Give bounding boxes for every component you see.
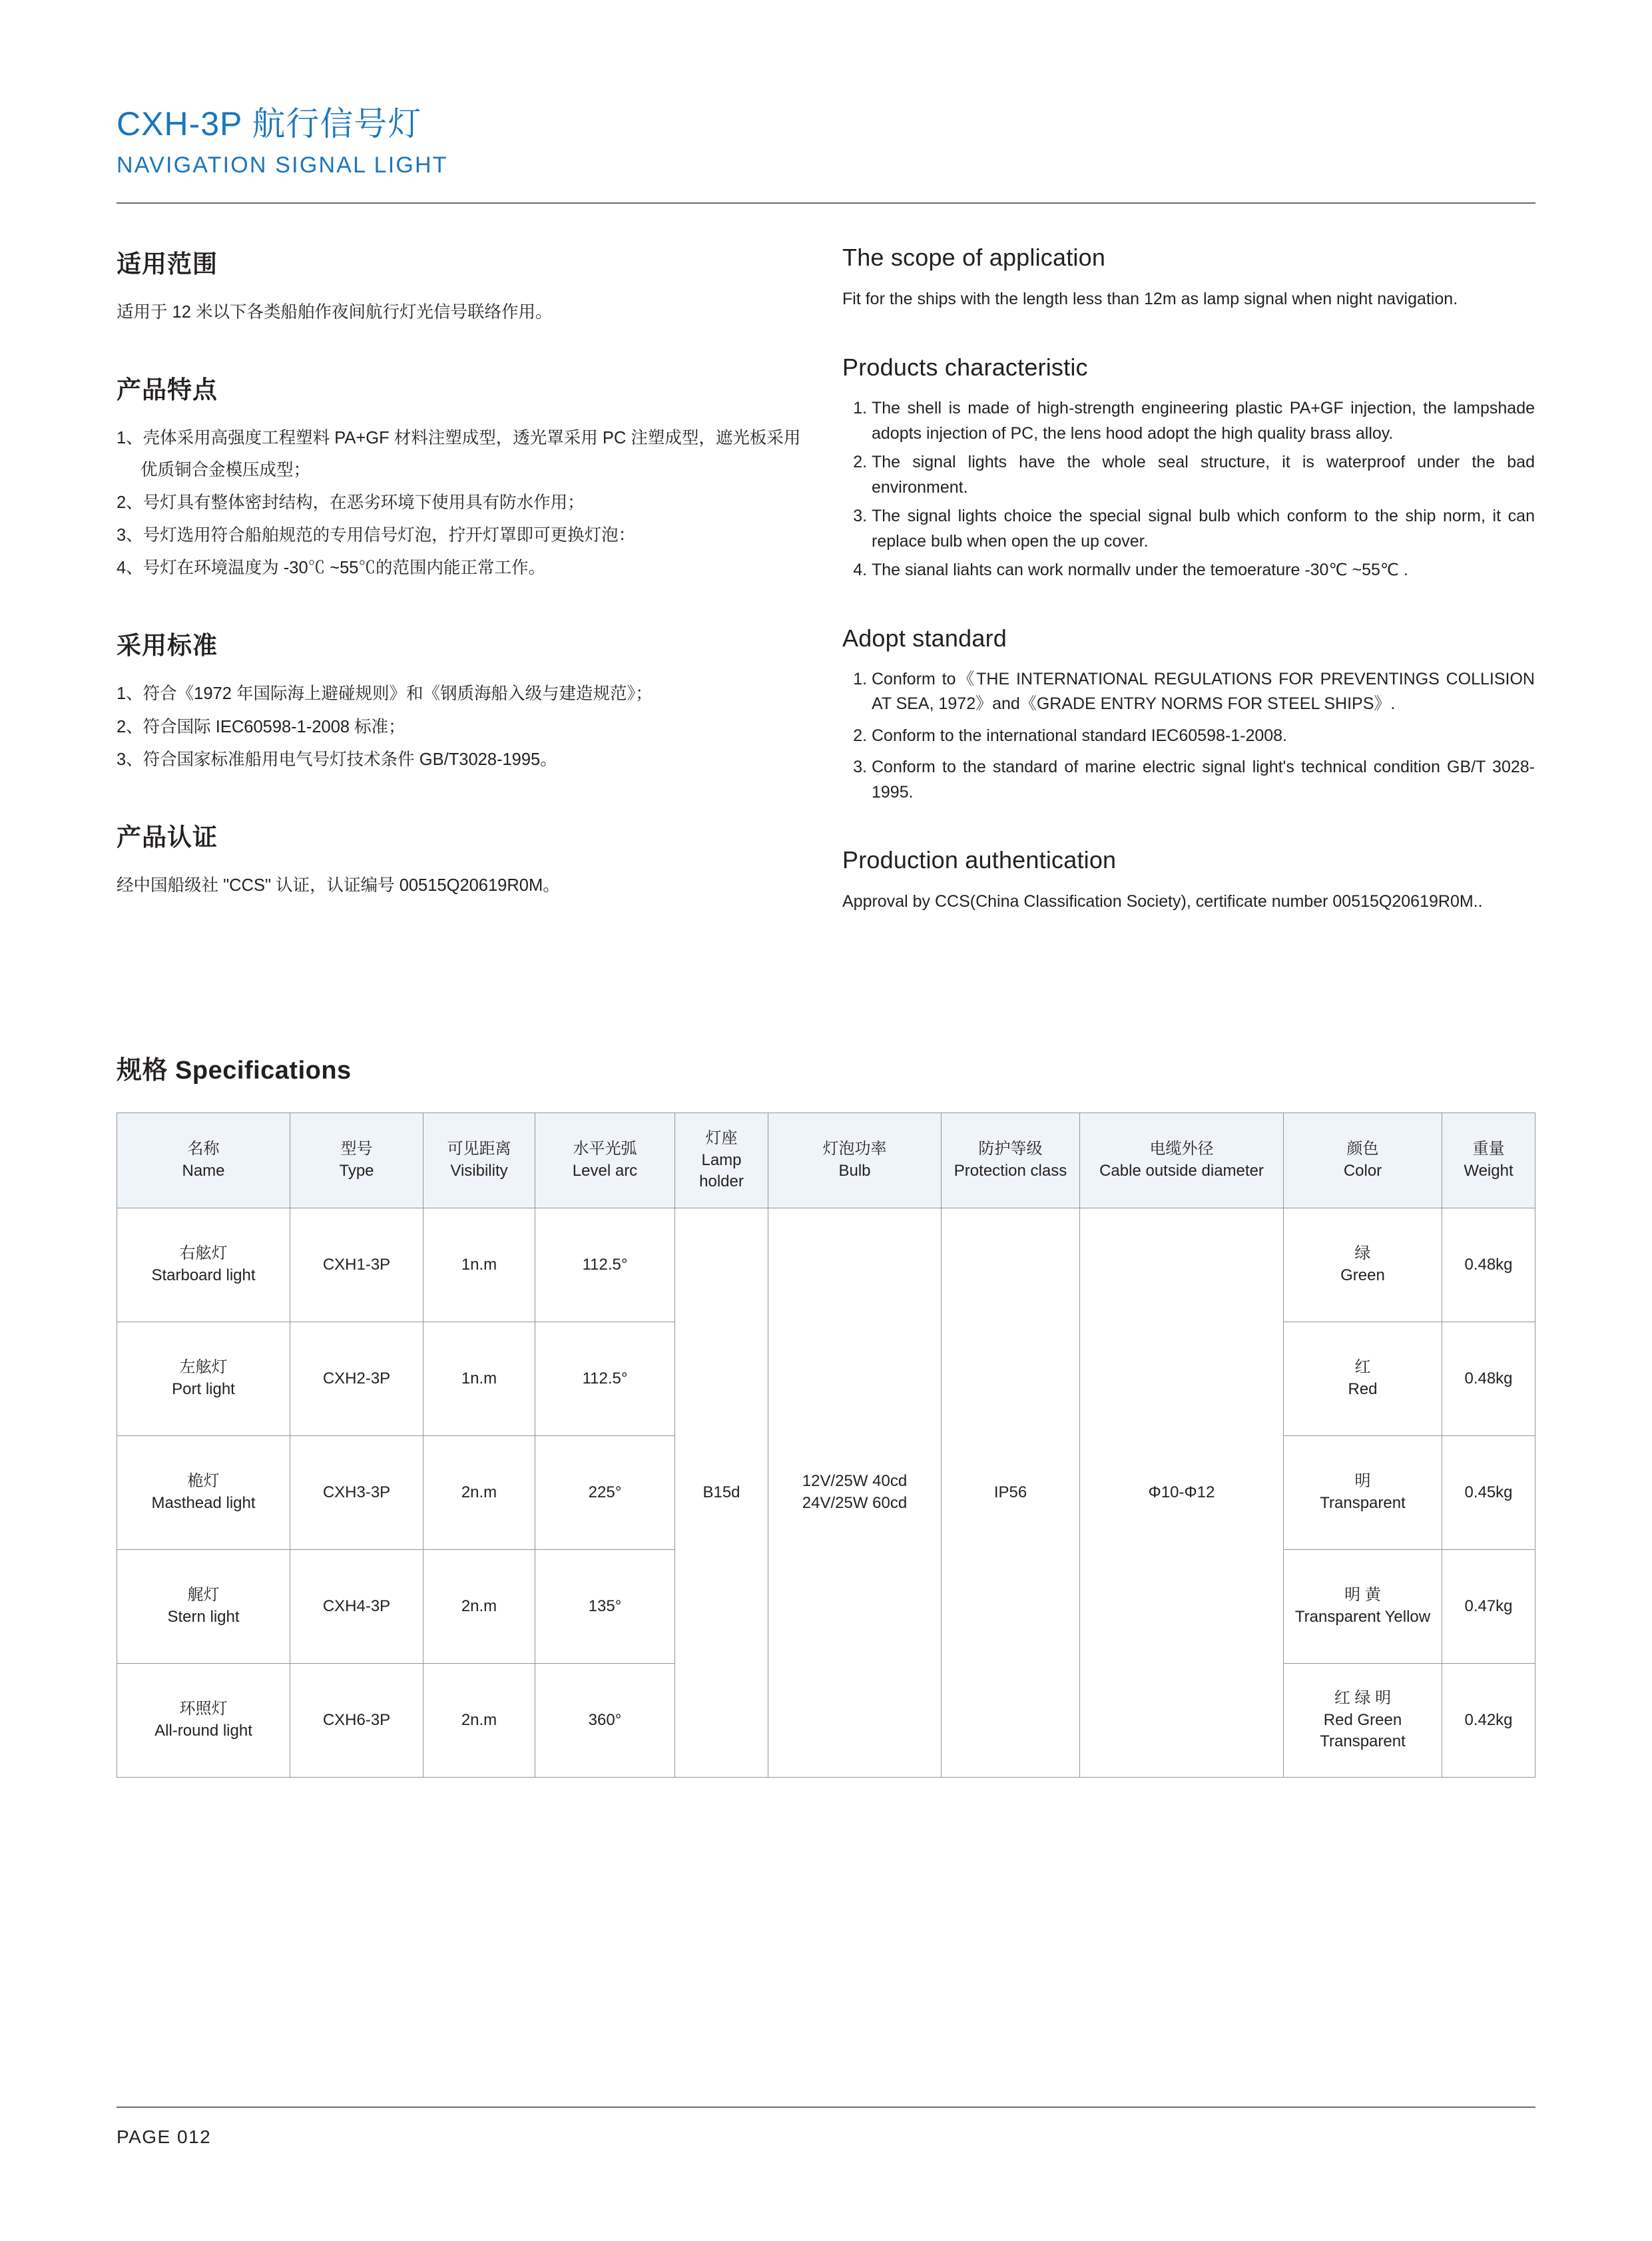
cell-color-cn: 明 黄 bbox=[1344, 1586, 1381, 1605]
cell-type: CXH6-3P bbox=[290, 1663, 423, 1777]
certification-heading-en: Production authentication bbox=[842, 846, 1117, 874]
list-item: 4. The sianal liahts can work normallv under the temoerature -30℃ ~55℃ . bbox=[872, 558, 1535, 583]
col-header-lamp-holder-en: Lamp holder bbox=[699, 1150, 744, 1190]
cell-name-en: Starboard light bbox=[151, 1266, 256, 1284]
section-scope-en bbox=[842, 244, 1535, 312]
cell-name-en: All-round light bbox=[154, 1721, 252, 1740]
cell-visibility: 2n.m bbox=[423, 1435, 535, 1549]
column-chinese bbox=[117, 244, 842, 956]
cell-name bbox=[117, 1435, 290, 1549]
features-heading-en: Products characteristic bbox=[842, 354, 1088, 381]
cell-name-en: Stern light bbox=[167, 1607, 240, 1626]
section-standard-cn bbox=[117, 625, 816, 776]
cell-cable-diameter: Φ10-Φ12 bbox=[1080, 1208, 1284, 1777]
cell-name-cn: 环照灯 bbox=[179, 1700, 228, 1718]
features-list-cn bbox=[117, 423, 816, 584]
col-header-weight-cn: 重量 bbox=[1472, 1140, 1505, 1158]
features-list-en bbox=[842, 396, 1535, 583]
cell-protection-class: IP56 bbox=[942, 1208, 1080, 1777]
cell-bulb bbox=[768, 1208, 942, 1777]
cell-name-cn: 左舷灯 bbox=[179, 1358, 228, 1377]
cell-name-en: Masthead light bbox=[151, 1493, 256, 1512]
col-header-name bbox=[117, 1113, 290, 1208]
certification-text-en: Approval by CCS(China Classification Society), certificate number 00515Q20619R0M.. bbox=[842, 892, 1483, 911]
cell-bulb-line2: 24V/25W 60cd bbox=[802, 1493, 908, 1512]
cell-color-cn: 红 bbox=[1354, 1358, 1371, 1377]
scope-text-cn: 适用于 12 米以下各类船舶作夜间航行灯光信号联络作用。 bbox=[117, 303, 553, 322]
section-scope-cn bbox=[117, 244, 816, 328]
col-header-color bbox=[1284, 1113, 1442, 1208]
col-header-level-arc bbox=[535, 1113, 675, 1208]
table-row bbox=[117, 1208, 1535, 1322]
cell-level-arc: 112.5° bbox=[535, 1208, 675, 1322]
cell-color bbox=[1284, 1435, 1442, 1549]
features-heading-cn: 产品特点 bbox=[117, 376, 218, 404]
col-header-visibility-cn: 可见距离 bbox=[447, 1140, 511, 1158]
cell-weight: 0.47kg bbox=[1442, 1549, 1535, 1663]
scope-heading-en: The scope of application bbox=[842, 244, 1106, 272]
specifications-section bbox=[117, 1049, 1535, 1778]
footer-divider bbox=[117, 2107, 1535, 2108]
cell-type: CXH3-3P bbox=[290, 1435, 423, 1549]
cell-weight: 0.42kg bbox=[1442, 1663, 1535, 1777]
cell-color bbox=[1284, 1663, 1442, 1777]
standard-list-en bbox=[842, 667, 1535, 806]
col-header-level-arc-cn: 水平光弧 bbox=[573, 1140, 637, 1158]
list-item: 2、符合国际 IEC60598-1-2008 标准； bbox=[117, 717, 406, 736]
list-item: 1. The shell is made of high-strength engineering plastic PA+GF injection, the lampshade adopts injection of PC, the lens hood adopt the high quality brass alloy. bbox=[872, 396, 1535, 446]
col-header-bulb-en: Bulb bbox=[838, 1161, 871, 1180]
section-features-cn bbox=[117, 370, 816, 584]
col-header-protection-en: Protection class bbox=[954, 1161, 1067, 1180]
standard-heading-cn: 采用标准 bbox=[117, 632, 218, 660]
specifications-title: 规格 Specifications bbox=[117, 1056, 352, 1085]
col-header-level-arc-en: Level arc bbox=[572, 1161, 638, 1180]
cell-color-cn: 红 绿 明 bbox=[1334, 1689, 1392, 1708]
cell-name-en: Port light bbox=[172, 1379, 235, 1398]
header-divider bbox=[117, 202, 1535, 204]
list-item: 2. The signal lights have the whole seal structure, it is waterproof under the bad environment. bbox=[872, 450, 1535, 500]
cell-color-en: Green bbox=[1340, 1266, 1385, 1284]
col-header-protection-cn: 防护等级 bbox=[978, 1140, 1043, 1158]
col-header-cable bbox=[1080, 1113, 1284, 1208]
list-item: 3. The signal lights choice the special signal bulb which conform to the ship norm, it can replace bulb when open the up cover. bbox=[872, 504, 1535, 554]
cell-name-cn: 桅灯 bbox=[187, 1472, 220, 1491]
table-header-row bbox=[117, 1113, 1535, 1208]
cell-color-cn: 明 bbox=[1354, 1472, 1371, 1491]
col-header-weight-en: Weight bbox=[1464, 1161, 1514, 1180]
section-standard-en bbox=[842, 624, 1535, 806]
cell-name-cn: 右舷灯 bbox=[179, 1244, 228, 1263]
col-header-color-en: Color bbox=[1343, 1161, 1382, 1180]
scope-heading-cn: 适用范围 bbox=[117, 250, 218, 278]
content-columns bbox=[117, 244, 1535, 956]
cell-name bbox=[117, 1322, 290, 1435]
cell-visibility: 2n.m bbox=[423, 1549, 535, 1663]
section-features-en bbox=[842, 354, 1535, 583]
cell-color-en: Red Green Transparent bbox=[1320, 1710, 1406, 1750]
cell-weight: 0.48kg bbox=[1442, 1322, 1535, 1435]
col-header-name-cn: 名称 bbox=[187, 1140, 220, 1158]
page-title-en: NAVIGATION SIGNAL LIGHT bbox=[117, 152, 448, 178]
cell-type: CXH4-3P bbox=[290, 1549, 423, 1663]
section-certification-en bbox=[842, 846, 1535, 915]
list-item: 1. Conform to《THE INTERNATIONAL REGULATIONS FOR PREVENTINGS COLLISION AT SEA, 1972》and《GRADE ENTRY NORMS FOR STEEL SHIPS》. bbox=[872, 667, 1535, 717]
cell-name bbox=[117, 1549, 290, 1663]
cell-level-arc: 135° bbox=[535, 1549, 675, 1663]
cell-color-en: Transparent bbox=[1320, 1493, 1406, 1512]
section-certification-cn bbox=[117, 817, 816, 901]
page-number: PAGE 012 bbox=[117, 2126, 212, 2147]
col-header-bulb-cn: 灯泡功率 bbox=[822, 1140, 887, 1158]
cell-color bbox=[1284, 1208, 1442, 1322]
col-header-type bbox=[290, 1113, 423, 1208]
cell-name-cn: 艉灯 bbox=[187, 1586, 220, 1605]
col-header-bulb bbox=[768, 1113, 942, 1208]
col-header-lamp-holder bbox=[675, 1113, 768, 1208]
list-item: 1、壳体采用高强度工程塑料 PA+GF 材料注塑成型，透光罩采用 PC 注塑成型，遮光板采用优质铜合金模压成型； bbox=[117, 429, 801, 479]
cell-type: CXH2-3P bbox=[290, 1322, 423, 1435]
standard-heading-en: Adopt standard bbox=[842, 624, 1007, 652]
cell-color-en: Red bbox=[1348, 1379, 1378, 1398]
cell-level-arc: 112.5° bbox=[535, 1322, 675, 1435]
certification-heading-cn: 产品认证 bbox=[117, 823, 218, 851]
cell-color bbox=[1284, 1549, 1442, 1663]
list-item: 2. Conform to the international standard IEC60598-1-2008. bbox=[872, 724, 1535, 749]
cell-color bbox=[1284, 1322, 1442, 1435]
col-header-name-en: Name bbox=[182, 1161, 225, 1180]
col-header-type-cn: 型号 bbox=[340, 1140, 373, 1158]
list-item: 3. Conform to the standard of marine electric signal light's technical condition GB/T 3028-1995. bbox=[872, 755, 1535, 805]
cell-bulb-line1: 12V/25W 40cd bbox=[802, 1472, 908, 1491]
cell-level-arc: 360° bbox=[535, 1663, 675, 1777]
cell-color-cn: 绿 bbox=[1354, 1244, 1371, 1263]
cell-weight: 0.45kg bbox=[1442, 1435, 1535, 1549]
column-english bbox=[842, 244, 1535, 956]
col-header-protection bbox=[942, 1113, 1080, 1208]
scope-text-en: Fit for the ships with the length less than 12m as lamp signal when night navigation. bbox=[842, 290, 1458, 309]
col-header-weight bbox=[1442, 1113, 1535, 1208]
list-item: 3、号灯选用符合船舶规范的专用信号灯泡，拧开灯罩即可更换灯泡： bbox=[117, 525, 636, 545]
standard-list-cn bbox=[117, 678, 816, 776]
list-item: 4、号灯在环境温度为 -30℃ ~55℃的范围内能正常工作。 bbox=[117, 559, 545, 578]
list-item: 3、符合国家标准船用电气号灯技术条件 GB/T3028-1995。 bbox=[117, 750, 557, 769]
col-header-cable-en: Cable outside diameter bbox=[1099, 1161, 1264, 1180]
list-item: 1、符合《1972 年国际海上避碰规则》和《钢质海船入级与建造规范》； bbox=[117, 684, 653, 704]
cell-type: CXH1-3P bbox=[290, 1208, 423, 1322]
page-title-cn: CXH-3P 航行信号灯 bbox=[117, 105, 422, 142]
cell-visibility: 1n.m bbox=[423, 1322, 535, 1435]
col-header-color-cn: 颜色 bbox=[1346, 1140, 1379, 1158]
cell-name bbox=[117, 1208, 290, 1322]
page-header bbox=[117, 0, 1535, 204]
cell-level-arc: 225° bbox=[535, 1435, 675, 1549]
certification-text-cn: 经中国船级社 "CCS" 认证，认证编号 00515Q20619R0M。 bbox=[117, 875, 560, 895]
list-item: 2、号灯具有整体密封结构，在恶劣环境下使用具有防水作用； bbox=[117, 493, 585, 512]
col-header-visibility bbox=[423, 1113, 535, 1208]
cell-weight: 0.48kg bbox=[1442, 1208, 1535, 1322]
col-header-lamp-holder-cn: 灯座 bbox=[705, 1129, 738, 1148]
cell-lamp-holder: B15d bbox=[675, 1208, 768, 1777]
col-header-type-en: Type bbox=[339, 1161, 374, 1180]
specifications-table bbox=[117, 1113, 1535, 1778]
col-header-cable-cn: 电缆外径 bbox=[1149, 1140, 1214, 1158]
cell-visibility: 1n.m bbox=[423, 1208, 535, 1322]
col-header-visibility-en: Visibility bbox=[450, 1161, 508, 1180]
cell-color-en: Transparent Yellow bbox=[1294, 1607, 1431, 1626]
cell-name bbox=[117, 1663, 290, 1777]
cell-visibility: 2n.m bbox=[423, 1663, 535, 1777]
